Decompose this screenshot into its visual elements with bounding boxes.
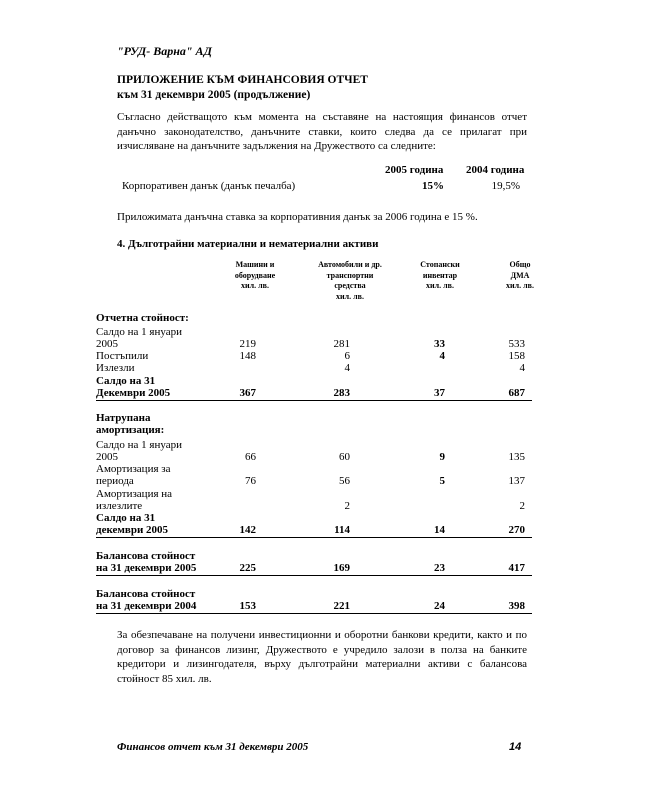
dep-opening-machines: 66 bbox=[245, 451, 256, 463]
bv2004-vehicles: 221 bbox=[333, 600, 350, 612]
additions-total: 158 bbox=[508, 350, 525, 362]
dep-closing-machines: 142 bbox=[239, 524, 256, 536]
dep-period-label: Амортизация за периода bbox=[96, 463, 171, 487]
divider bbox=[96, 575, 532, 576]
dep-closing-label: Салдо на 31 декември 2005 bbox=[96, 512, 169, 536]
bv2004-inventory: 24 bbox=[434, 600, 445, 612]
bv2005-inventory: 23 bbox=[434, 562, 445, 574]
page-number: 14 bbox=[509, 741, 522, 753]
opening-inventory: 33 bbox=[434, 338, 445, 350]
bv2005-total: 417 bbox=[508, 562, 525, 574]
dep-opening-inventory: 9 bbox=[439, 451, 445, 463]
opening-total: 533 bbox=[508, 338, 525, 350]
dep-opening-vehicles: 60 bbox=[339, 451, 350, 463]
bv2004-label: Балансова стойност на 31 декември 2004 bbox=[96, 588, 197, 612]
bv2004-machines: 153 bbox=[239, 600, 256, 612]
column-header-machines: Машини и оборудване хил. лв. bbox=[234, 260, 276, 290]
intro-paragraph: Съгласно действащото към момента на съставяне на настоящия финансов отчет данъчно законодателство, данъчните ставки, които следва да се прилагат при изчисляване на данъчните задължения на Дружеството са следните: bbox=[117, 111, 527, 152]
opening-machines: 219 bbox=[239, 338, 256, 350]
closing-label: Салдо на 31 Декември 2005 bbox=[96, 375, 171, 399]
dep-period-vehicles: 56 bbox=[339, 475, 350, 487]
dep-closing-inventory: 14 bbox=[434, 524, 445, 536]
dep-disposals-total: 2 bbox=[519, 500, 525, 512]
additions-machines: 148 bbox=[239, 350, 256, 362]
footer-text: Финансов отчет към 31 декември 2005 bbox=[117, 741, 309, 753]
depreciation-heading: Натрупана амортизация: bbox=[96, 412, 165, 436]
dep-disposals-label: Амортизация на излезлите bbox=[96, 488, 173, 512]
pledge-paragraph: За обезпечаване на получени инвестиционни и оборотни банкови кредити, както и по договор за финансов лизинг, Дружеството е учредило залози в полза на банките кредитори и лизингодателя, върху дълготрайни материални активи с балансова стойност 85 хил. лв. bbox=[117, 629, 527, 685]
tax-note: Приложимата данъчна ставка за корпоративния данък за 2006 година е 15 %. bbox=[117, 211, 478, 223]
closing-inventory: 37 bbox=[434, 387, 445, 399]
dep-opening-total: 135 bbox=[508, 451, 525, 463]
closing-machines: 367 bbox=[239, 387, 256, 399]
disposals-total: 4 bbox=[519, 362, 525, 374]
bv2005-vehicles: 169 bbox=[333, 562, 350, 574]
column-header-inventory: Стопански инвентар хил. лв. bbox=[420, 260, 460, 290]
tax-value-2005: 15% bbox=[422, 180, 444, 192]
additions-inventory: 4 bbox=[439, 350, 445, 362]
bv2005-machines: 225 bbox=[239, 562, 256, 574]
divider bbox=[96, 537, 532, 538]
dep-opening-label: Салдо на 1 януари 2005 bbox=[96, 439, 182, 463]
disposals-label: Излезли bbox=[96, 362, 135, 374]
additions-vehicles: 6 bbox=[344, 350, 350, 362]
bv2004-total: 398 bbox=[508, 600, 525, 612]
divider bbox=[96, 613, 532, 614]
company-name: "РУД- Варна" АД bbox=[117, 44, 212, 58]
disposals-vehicles: 4 bbox=[344, 362, 350, 374]
dep-period-inventory: 5 bbox=[439, 475, 445, 487]
cost-heading: Отчетна стойност: bbox=[96, 312, 189, 324]
closing-vehicles: 283 bbox=[333, 387, 350, 399]
opening-vehicles: 281 bbox=[333, 338, 350, 350]
dep-closing-total: 270 bbox=[508, 524, 525, 536]
opening-label: Салдо на 1 януари 2005 bbox=[96, 326, 182, 350]
tax-row-label: Корпоративен данък (данък печалба) bbox=[122, 180, 296, 192]
column-header-total: Общо ДМА хил. лв. bbox=[506, 260, 534, 290]
column-header-vehicles: Автомобили и др. транспортни средства хил. лв. bbox=[318, 260, 382, 301]
page-title: ПРИЛОЖЕНИЕ КЪМ ФИНАНСОВИЯ ОТЧЕТ bbox=[117, 74, 368, 86]
dep-period-machines: 76 bbox=[245, 475, 256, 487]
divider bbox=[96, 400, 532, 401]
dep-closing-vehicles: 114 bbox=[334, 524, 350, 536]
tax-col-2005: 2005 година bbox=[385, 164, 444, 176]
tax-value-2004: 19,5% bbox=[491, 180, 520, 192]
section-title: 4. Дълготрайни материални и нематериални активи bbox=[117, 238, 379, 250]
page-subtitle: към 31 декември 2005 (продължение) bbox=[117, 89, 311, 101]
bv2005-label: Балансова стойност на 31 декември 2005 bbox=[96, 550, 197, 574]
tax-col-2004: 2004 година bbox=[466, 164, 525, 176]
dep-period-total: 137 bbox=[508, 475, 525, 487]
closing-total: 687 bbox=[508, 387, 525, 399]
additions-label: Постъпили bbox=[96, 350, 149, 362]
dep-disposals-vehicles: 2 bbox=[344, 500, 350, 512]
